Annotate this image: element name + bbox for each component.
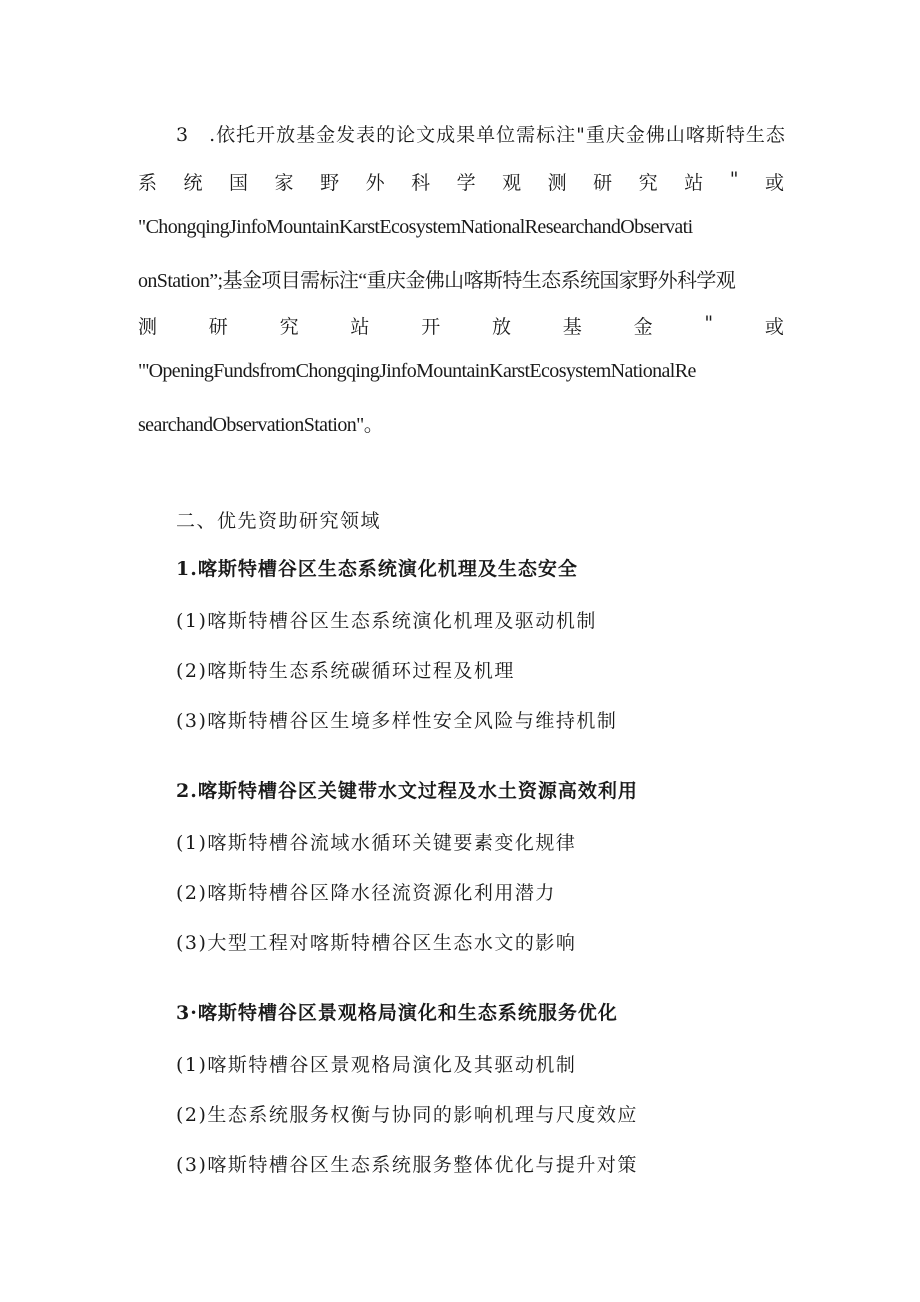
notice-line-5-char: 测 (138, 316, 158, 338)
notice-line-5-char: 研 (208, 316, 228, 338)
topic-1-item-2: (2)喀斯特生态系统碳循环过程及机理 (176, 660, 515, 682)
notice-line-2-char: 外 (365, 172, 385, 194)
topic-3-item-3: (3)喀斯特槽谷区生态系统服务整体优化与提升对策 (176, 1154, 638, 1176)
notice-line-5-char: 金 (633, 316, 653, 338)
topic-1-title: 1.喀斯特槽谷区生态系统演化机理及生态安全 (176, 558, 578, 580)
notice-line-5 (138, 312, 784, 339)
topic-1-item-1: (1)喀斯特槽谷区生态系统演化机理及驱动机制 (176, 610, 597, 632)
notice-line-4 (138, 264, 784, 293)
notice-line-2-char: 观 (502, 172, 522, 194)
topic-3-item-1: (1)喀斯特槽谷区景观格局演化及其驱动机制 (176, 1054, 577, 1076)
notice-line-2-char: 或 (764, 172, 784, 194)
notice-line-6: "'OpeningFundsfromChongqingJinfoMountainKarstEcosystemNationalRe (138, 360, 696, 382)
notice-line-2-char: 国 (229, 172, 249, 194)
notice-line-2-char: 学 (456, 172, 476, 194)
notice-line-2-char: 家 (274, 172, 294, 194)
topic-2-item-1: (1)喀斯特槽谷流域水循环关键要素变化规律 (176, 832, 577, 854)
notice-line-2-char: 野 (320, 172, 340, 194)
notice-line-1: 3 .依托开放基金发表的论文成果单位需标注"重庆金佛山喀斯特生态 (176, 124, 786, 146)
notice-line-7: searchandObservationStation"。 (138, 414, 384, 436)
notice-line-5-char: 基 (562, 316, 582, 338)
notice-line-2-char: 研 (593, 172, 613, 194)
topic-2-item-3: (3)大型工程对喀斯特槽谷区生态水文的影响 (176, 932, 577, 954)
notice-line-2-char: " (729, 168, 739, 190)
topic-1-item-3: (3)喀斯特槽谷区生境多样性安全风险与维持机制 (176, 710, 618, 732)
notice-line-2-char: 系 (138, 172, 158, 194)
topic-2-item-2: (2)喀斯特槽谷区降水径流资源化利用潜力 (176, 882, 556, 904)
notice-line-5-char: 究 (279, 316, 299, 338)
notice-line-4-text: onStation”;基金项目需标注“重庆金佛山喀斯特生态系统国家野外科学观 (138, 270, 736, 292)
notice-line-3: "ChongqingJinfoMountainKarstEcosystemNationalResearchandObservati (138, 216, 693, 238)
notice-line-5-char: 开 (421, 316, 441, 338)
notice-line-2-char: 统 (183, 172, 203, 194)
topic-3-item-2: (2)生态系统服务权衡与协同的影响机理与尺度效应 (176, 1104, 638, 1126)
notice-line-5-char: 站 (350, 316, 370, 338)
notice-line-2-char: 测 (547, 172, 567, 194)
notice-line-5-char: 或 (764, 316, 784, 338)
notice-line-2-char: 科 (411, 172, 431, 194)
notice-line-2-char: 究 (638, 172, 658, 194)
notice-line-5-char: " (704, 312, 714, 334)
topic-2-title: 2.喀斯特槽谷区关键带水文过程及水土资源高效利用 (176, 780, 638, 802)
notice-line-2 (138, 168, 784, 195)
notice-line-5-char: 放 (491, 316, 511, 338)
section-title: 二、优先资助研究领域 (176, 510, 382, 532)
topic-3-title: 3·喀斯特槽谷区景观格局演化和生态系统服务优化 (176, 1002, 618, 1024)
notice-line-2-char: 站 (684, 172, 704, 194)
